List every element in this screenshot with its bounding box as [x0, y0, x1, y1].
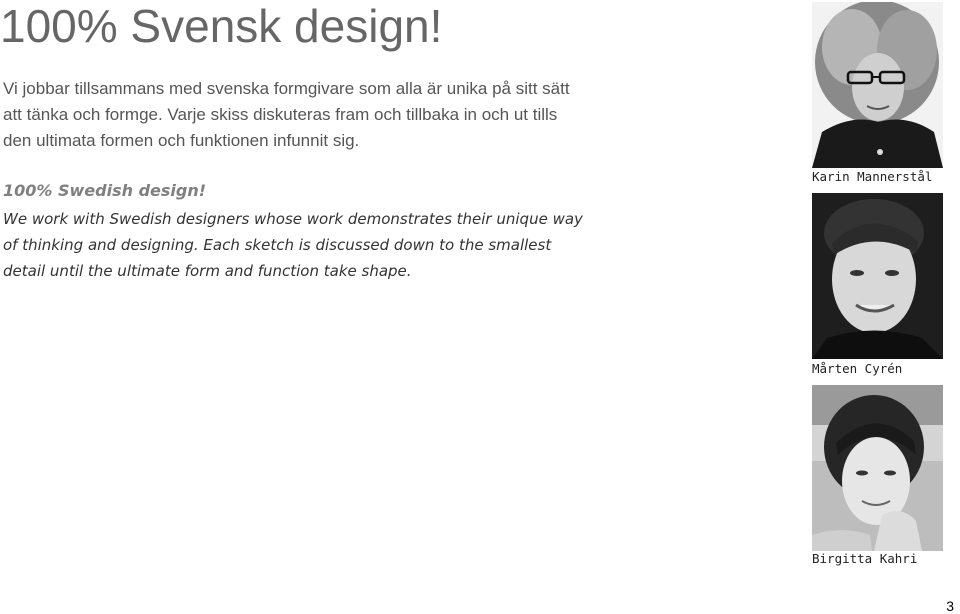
english-line: detail until the ultimate form and function take shape.	[3, 262, 412, 280]
page-number: 3	[946, 598, 954, 614]
portrait-photo-icon	[812, 2, 943, 168]
designer-photo-marten	[812, 193, 943, 359]
english-paragraph	[3, 206, 643, 284]
designer-name-karin: Karin Mannerstål	[812, 169, 933, 184]
swedish-paragraph	[3, 76, 653, 154]
english-line: We work with Swedish designers whose work demonstrates their unique way	[3, 210, 583, 228]
designer-photo-karin	[812, 2, 943, 168]
portrait-photo-icon	[812, 193, 943, 359]
page-title: 100% Svensk design!	[0, 0, 443, 52]
designer-name-marten: Mårten Cyrén	[812, 361, 903, 376]
portrait-photo-icon	[812, 385, 943, 551]
swedish-line: den ultimata formen och funktionen infunnit sig.	[3, 131, 360, 150]
swedish-line: Vi jobbar tillsammans med svenska formgivare som alla är unika på sitt sätt	[3, 79, 570, 98]
designer-name-birgitta: Birgitta Kahri	[812, 551, 918, 566]
designer-photo-birgitta	[812, 385, 943, 551]
swedish-line: att tänka och formge. Varje skiss diskuteras fram och tillbaka in och ut tills	[3, 105, 558, 124]
english-line: of thinking and designing. Each sketch is discussed down to the smallest	[3, 236, 552, 254]
english-heading: 100% Swedish design!	[3, 181, 207, 200]
